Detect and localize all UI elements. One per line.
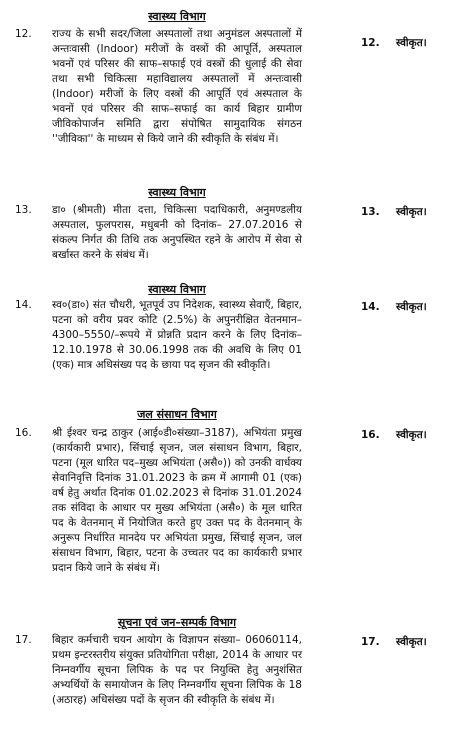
department-heading: स्वास्थ्य विभाग [148,10,206,23]
department-heading: जल संसाधन विभाग [137,408,217,421]
decision-number: 16. [361,429,380,441]
item-description: श्री ईश्वर चन्द्र ठाकुर (आई०डी०संख्या–3187), अभियंता प्रमुख (कार्यकारी प्रभार), सिंचाई सृजन, जल संसाधन विभाग, बिहार, पटना (मूल धारित पद–मुख्य अभियंता (असै०)) को उनकी वार्धक्य सेवानिवृत्ति दिनांक 31.01.2023 के क्रम में आगामी 01 (एक) वर्ष हेतु अर्थात दिनांक 01.02.2023 से दिनांक 31.01.2024 तक संविदा के आधार पर मुख्य अभियंता (असै०) के मूल धारित पद के वेतनमान् में नियोजित करते हुए उक्त पद के वेतनमान् के अनुरूप निर्धारित मानदेय पर अभियंता प्रमुख, सिंचाई सृजन, जल संसाधन विभाग, बिहार, पटना के उच्चतर पद का कार्यकारी प्रभार प्रदान किये जाने के संबंध में। [52,427,302,574]
decision-number: 14. [361,301,380,313]
department-heading: स्वास्थ्य विभाग [148,186,206,199]
decision-status: स्वीकृत। [396,636,427,648]
decision-number: 13. [361,206,380,218]
item-description: बिहार कर्मचारी चयन आयोग के विज्ञापन संख्या– 06060114, प्रथम इन्टरस्तरीय संयुक्त प्रतियोगिता परीक्षा, 2014 के आधार पर निम्नवर्गीय सूचना लिपिक के पद पर नियुक्ति हेतु अनुशंसित अभ्यर्थियों के समायोजन के लिए निम्नवर्गीय सूचना लिपिक के 18 (अठारह) अधिसंख्य पदों के सृजन की स्वीकृति के संबंध में। [52,634,302,706]
decision-number: 12. [361,37,380,49]
item-description: डा० (श्रीमती) मीता दत्ता, चिकित्सा पदाधिकारी, अनुमण्डलीय अस्पताल, फुलपरास, मधुबनी को दिनांक– 27.07.2016 से संकल्प निर्गत की तिथि तक अनुपस्थित रहने के आरोप में सेवा से बर्खास्त करने के संबंध में। [52,204,302,261]
item-description: राज्य के सभी सदर/जिला अस्पतालों तथा अनुमंडल अस्पतालों में अन्तःवासी (Indoor) मरीजों के वस्त्रों की आपूर्ति, अस्पताल भवनों एवं परिसर की साफ–सफाई एवं वस्त्रों की धुलाई की सेवा तथा सभी चिकित्सा महाविद्यालय अस्पतालों में अन्तःवासी (Indoor) मरीजों के लिए वस्त्रों की आपूर्ति एवं अस्पताल के भवनों एवं परिसर की साफ–सफाई का कार्य बिहार ग्रामीण जीविकोपार्जन समिति द्वारा संपोषित सामुदायिक संगठन ''जीविका'' के माध्यम से किये जाने की स्वीकृति के संबंध में। [52,28,302,145]
item-number: 13. [15,204,32,216]
item-number: 12. [15,28,32,40]
item-number: 16. [15,427,32,439]
decision-status: स्वीकृत। [396,37,427,49]
department-heading: स्वास्थ्य विभाग [148,283,206,296]
item-description: स्व०(डा०) संत चौधरी, भूतपूर्व उप निदेशक, स्वास्थ्य सेवाएँ, बिहार, पटना को वरीय प्रवर कोटि (2.5%) के अपुनरीक्षित वेतनमान– 4300–5550/–रूपये में प्रोन्नति प्रदान करने के लिए दिनांक–12.10.1978 से 30.06.1998 तक की अवधि के लिए 01 (एक) मात्र अधिसंख्य पद के छाया पद सृजन की स्वीकृति। [52,299,302,371]
decision-status: स्वीकृत। [396,301,427,313]
decision-status: स्वीकृत। [396,206,427,218]
item-number: 14. [15,299,32,311]
decision-number: 17. [361,636,380,648]
decision-status: स्वीकृत। [396,429,427,441]
item-number: 17. [15,634,32,646]
department-heading: सूचना एवं जन–सम्पर्क विभाग [117,616,237,629]
